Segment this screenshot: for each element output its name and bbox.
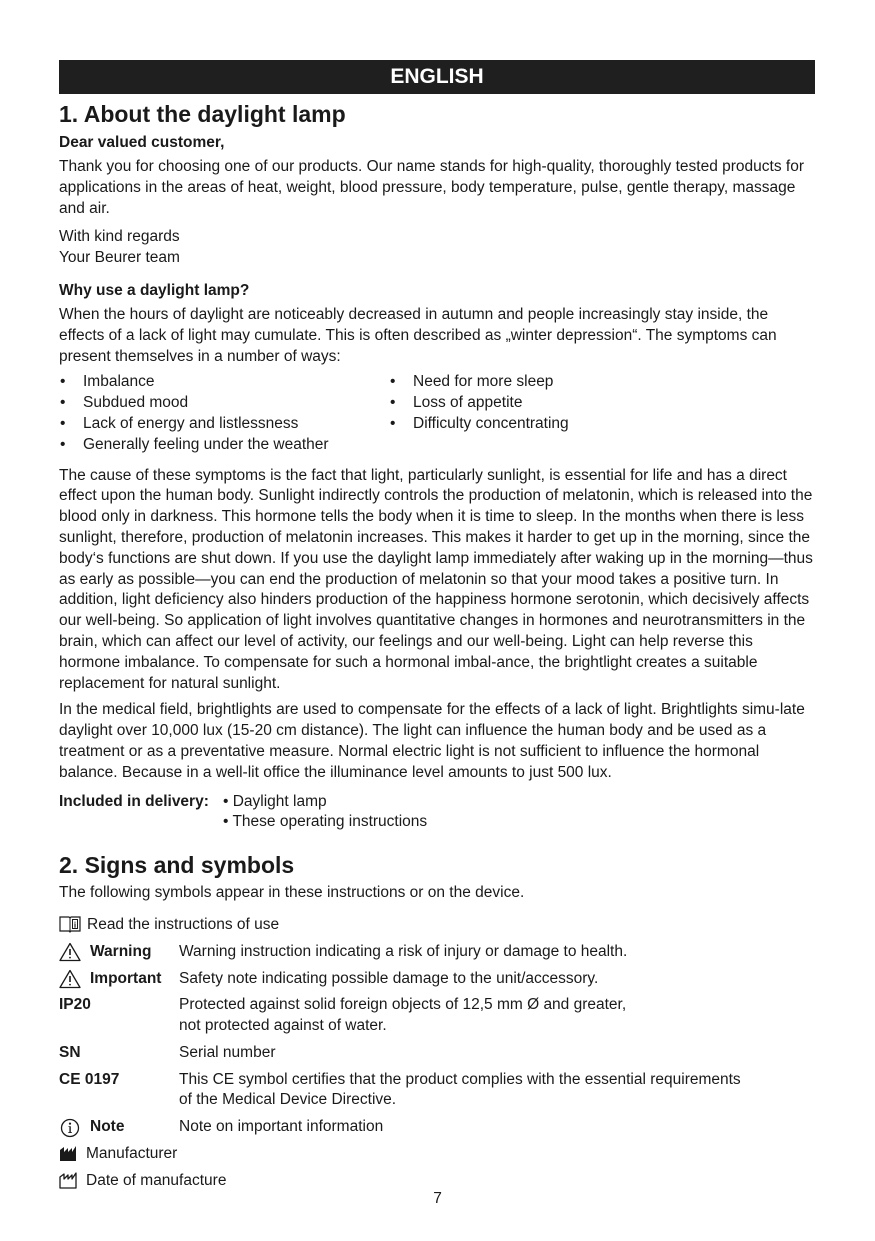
date-of-manufacture-row <box>59 1171 815 1192</box>
date-of-manufacture-factory-icon <box>59 1171 79 1191</box>
symbols-intro: The following symbols appear in these instructions or on the device. <box>59 884 525 902</box>
symbol-description: of the Medical Device Directive. <box>179 1091 397 1109</box>
delivery-items <box>223 792 427 834</box>
manufacturer-row <box>59 1144 815 1165</box>
symbol-label: Note <box>90 1118 125 1136</box>
read-instructions-row <box>59 915 815 936</box>
symbol-row-ce <box>59 1070 815 1112</box>
delivery-contents <box>59 792 815 834</box>
list-item: • Daylight lamp <box>223 792 327 810</box>
symbol-description: Warning instruction indicating a risk of injury or damage to health. <box>179 942 628 960</box>
symptom-column-2 <box>389 372 569 455</box>
symbol-row-warning <box>59 942 815 963</box>
instructions-book-icon <box>59 915 81 935</box>
symptom-column-1 <box>59 372 389 455</box>
symbol-description: not protected against of water. <box>179 1017 387 1035</box>
symbol-description: This CE symbol certifies that the product complies with the essential requirements <box>179 1070 741 1088</box>
symbol-description: Note on important information <box>179 1118 384 1136</box>
list-item: • Lack of energy and listlessness <box>59 414 389 435</box>
symbol-description: Protected against solid foreign objects of 12,5 mm Ø and greater, <box>179 996 627 1014</box>
medical-paragraph: In the medical field, brightlights are used to compensate for the effects of a lack of light. Brightlights simu-late daylight over 10,000 lux (15-20 cm distance). The light can influence the human body and be used as a treatment or as a preventative measure. Normal electric light is not sufficient to influence the hormonal balance. Because in a well-lit office the illuminance level amounts to just 500 lux. <box>59 701 805 781</box>
regards-line-1: With kind regards <box>59 228 180 246</box>
section-1-title: 1. About the daylight lamp <box>59 101 346 127</box>
warning-triangle-icon <box>59 969 81 989</box>
regards-line-2: Your Beurer team <box>59 249 180 267</box>
symbol-row-sn <box>59 1043 815 1064</box>
manufacturer-label: Manufacturer <box>86 1145 178 1163</box>
symbol-label: IP20 <box>59 996 91 1014</box>
list-item: • Subdued mood <box>59 393 389 414</box>
list-item: • Loss of appetite <box>389 393 569 414</box>
list-item: • Need for more sleep <box>389 372 569 393</box>
symbol-row-important <box>59 969 815 990</box>
warning-triangle-icon <box>59 942 81 962</box>
page-number: 7 <box>433 1190 442 1207</box>
symbol-label: CE 0197 <box>59 1070 120 1088</box>
list-item: • These operating instructions <box>223 813 428 831</box>
intro-paragraph: Thank you for choosing one of our products. Our name stands for high-quality, thoroughly tested products for applications in the areas of heat, weight, blood pressure, body temperature, pulse, gentle therapy, massage and air. <box>59 158 804 217</box>
section-2-title: 2. Signs and symbols <box>59 852 295 879</box>
symbol-row-ip20 <box>59 995 815 1037</box>
why-heading: Why use a daylight lamp? <box>59 281 250 299</box>
symbol-label: Warning <box>90 942 152 960</box>
svg-text:i: i <box>73 920 77 930</box>
symptom-list <box>59 372 815 455</box>
symbol-row-note <box>59 1117 815 1138</box>
date-of-manufacture-label: Date of manufacture <box>86 1171 227 1189</box>
symbol-label: SN <box>59 1043 81 1061</box>
greeting: Dear valued customer, <box>59 134 225 151</box>
list-item: • Generally feeling under the weather <box>59 435 389 456</box>
list-item: • Difficulty concentrating <box>389 414 569 435</box>
delivery-label: Included in delivery: <box>59 792 209 810</box>
why-paragraph: When the hours of daylight are noticeably decreased in autumn and people increasingly stay inside, the effects of a lack of light may cumulate. This is often described as „winter depression“. The symptoms can present themselves in a number of ways: <box>59 305 777 365</box>
symbol-description: Serial number <box>179 1043 276 1061</box>
manufacturer-factory-icon <box>59 1144 79 1164</box>
cause-paragraph: The cause of these symptoms is the fact that light, particularly sunlight, is essential for life and has a direct effect upon the human body. Sunlight indirectly controls the production of melatonin, which is released into the blood only in darkness. This hormone tells the body when it is time to sleep. In the months when there is less sunlight, therefore, production of melatonin increases. This makes it harder to get up in the morning, since the body‘s functions are shut down. If you use the daylight lamp immediately after waking up in the morning—thus as early as possible—you can end the production of melatonin so that your mood takes a positive turn. In addition, light deficiency also hinders production of the happiness hormone serotonin, which decisively affects our well-being. So application of light involves quantitative changes in hormones and neurotransmitters in the brain, which can affect our level of activity, our feelings and our well-being. Light can help reverse this hormone imbalance. To compensate for such a hormonal imbal-ance, the brightlight creates a suitable replacement for natural sunlight. <box>59 466 813 692</box>
language-banner: ENGLISH <box>59 60 815 94</box>
symbol-label: Important <box>90 969 162 987</box>
info-circle-icon <box>59 1118 81 1138</box>
manual-page <box>59 60 815 1192</box>
symbol-description: Safety note indicating possible damage to the unit/accessory. <box>179 969 599 987</box>
read-instructions-label: Read the instructions of use <box>87 915 280 933</box>
list-item: • Imbalance <box>59 372 389 393</box>
